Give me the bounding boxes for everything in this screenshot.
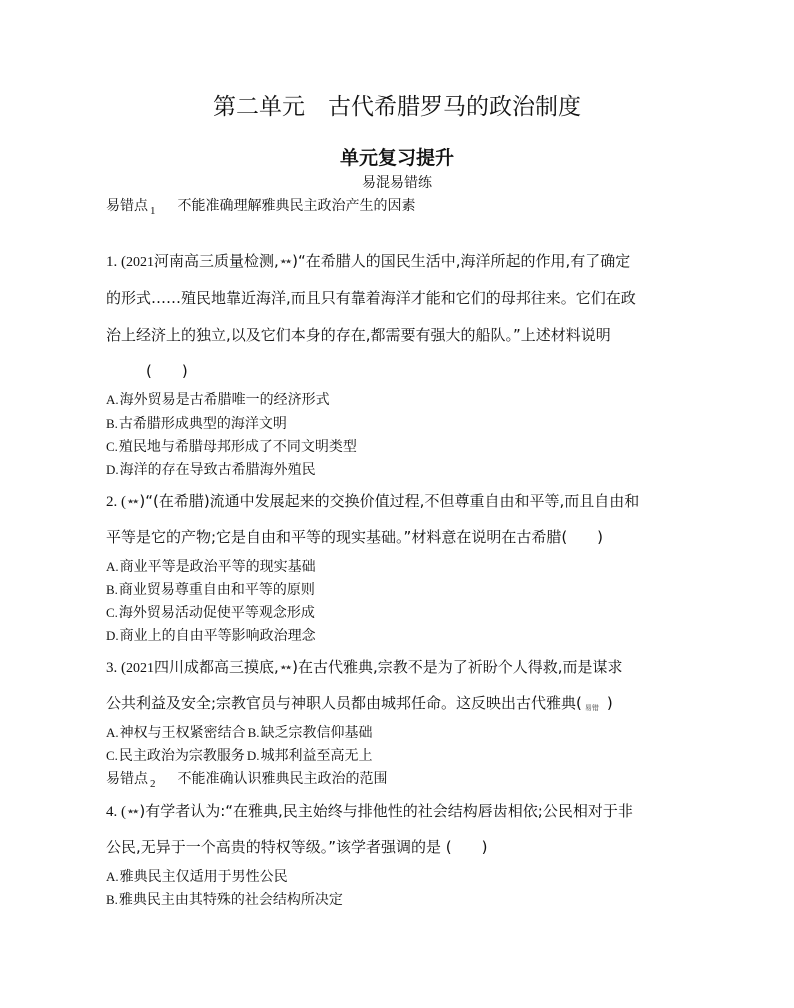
error-point-number: 2 <box>150 778 156 790</box>
difficulty-stars-icon: ★★ <box>279 663 291 672</box>
question-1-option-b: B.古希腊形成典型的海洋文明 <box>106 416 287 432</box>
question-3-option-d: D.城邦利益至高无上 <box>246 748 373 764</box>
question-1-answer-blank: ( ) <box>146 362 188 380</box>
question-2-option-a: A.商业平等是政治平等的现实基础 <box>106 559 316 575</box>
difficulty-stars-icon: ★★ <box>127 807 138 816</box>
question-4-line-2: 公民,无异于一个高贵的特权等级。”该学者强调的是 ( ) <box>106 838 488 856</box>
exercise-type-label: 易混易错练 <box>362 175 432 191</box>
error-point-label: 易错点 <box>106 198 148 214</box>
question-3-option-a: A.神权与王权紧密结合 <box>106 725 246 741</box>
question-3-options-row-1 <box>106 722 373 742</box>
question-3-line-2: 公共利益及安全;宗教官员与神职人员都由城邦任命。这反映出古代雅典( 易错 ) <box>106 694 613 712</box>
error-point-2-heading <box>106 768 388 788</box>
question-2-line-2: 平等是它的产物;它是自由和平等的现实基础。”材料意在说明在古希腊( ) <box>106 528 604 546</box>
question-4-option-b: B.雅典民主由其特殊的社会结构所决定 <box>106 892 343 908</box>
question-3-option-b: B.缺乏宗教信仰基础 <box>247 725 373 741</box>
difficulty-stars-icon: ★★ <box>127 497 138 506</box>
difficulty-stars-icon: ★★ <box>279 257 291 266</box>
question-1-option-d: D.海洋的存在导致古希腊海外殖民 <box>106 462 316 478</box>
question-4-line-1: 4. (★★ )有学者认为:“在雅典,民主始终与排他性的社会结构唇齿相依;公民相对于非 <box>106 802 633 820</box>
page-title: 第二单元 古代希腊罗马的政治制度 <box>213 94 581 120</box>
question-1-line-2: 的形式……殖民地靠近海洋,而且只有靠着海洋才能和它们的母邦往来。它们在政 <box>106 289 636 307</box>
question-2-line-1: 2. (★★ )“(在希腊)流通中发展起来的交换价值过程,不但尊重自由和平等,而且自由和 <box>106 492 640 510</box>
error-point-1-heading <box>106 195 416 215</box>
error-point-text: 不能准确认识雅典民主政治的范围 <box>177 771 388 787</box>
error-prone-mark: 易错 <box>584 704 599 712</box>
question-1-line-3: 治上经济上的独立,以及它们本身的存在,都需要有强大的船队。”上述材料说明 <box>106 326 611 344</box>
question-1-option-a: A.海外贸易是古希腊唯一的经济形式 <box>106 392 330 408</box>
question-1-line-1: 1. (2021河南高三质量检测,★★ )“在希腊人的国民生活中,海洋所起的作用,有了确定 <box>106 252 631 270</box>
question-2-option-c: C.海外贸易活动促使平等观念形成 <box>106 605 315 621</box>
question-2-option-d: D.商业上的自由平等影响政治理念 <box>106 628 316 644</box>
question-4-option-a: A.雅典民主仅适用于男性公民 <box>106 869 288 885</box>
question-3-option-c: C.民主政治为宗教服务 <box>106 748 245 764</box>
error-point-text: 不能准确理解雅典民主政治产生的因素 <box>177 198 416 214</box>
question-2-option-b: B.商业贸易尊重自由和平等的原则 <box>106 582 315 598</box>
error-point-number: 1 <box>150 205 156 217</box>
question-3-line-1: 3. (2021四川成都高三摸底,★★ )在古代雅典,宗教不是为了祈盼个人得救,而是谋求 <box>106 658 623 676</box>
section-subtitle: 单元复习提升 <box>339 147 454 169</box>
error-point-label: 易错点 <box>106 771 148 787</box>
question-1-option-c: C.殖民地与希腊母邦形成了不同文明类型 <box>106 439 357 455</box>
question-3-options-row-2 <box>106 745 373 765</box>
